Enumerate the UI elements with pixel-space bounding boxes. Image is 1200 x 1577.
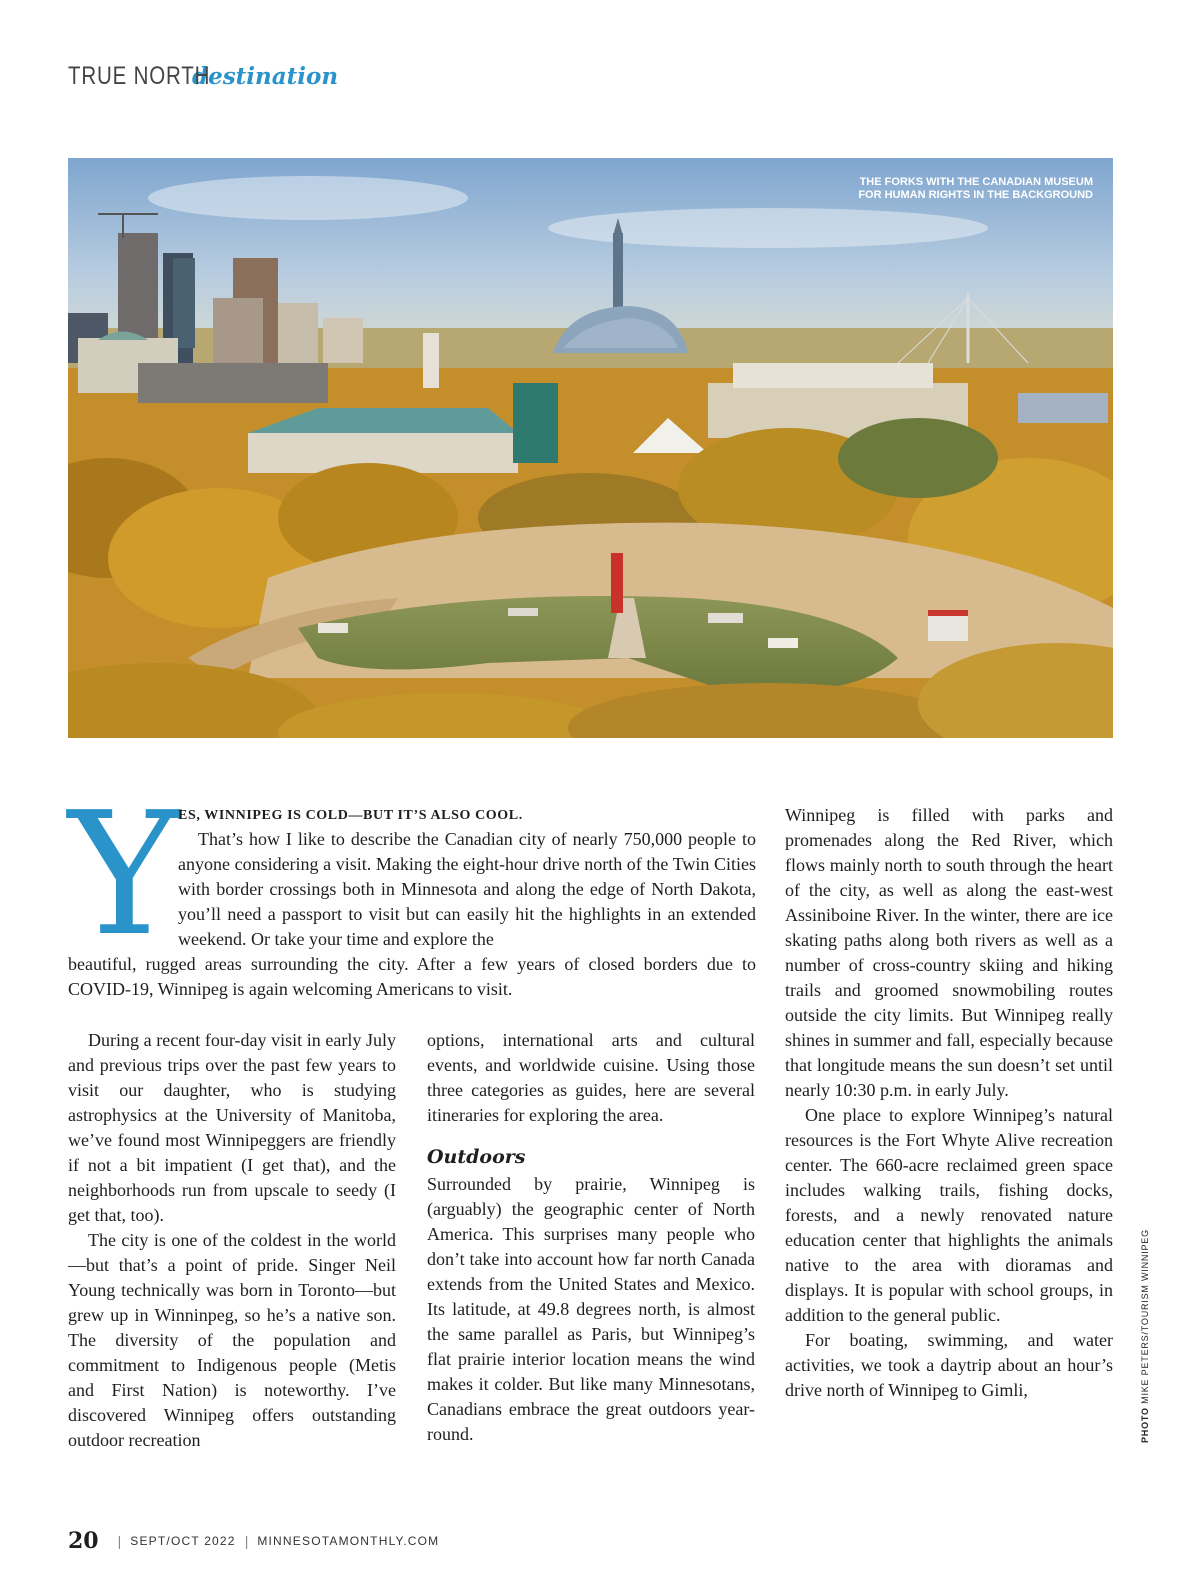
- col3-paragraph-1: Winnipeg is filled with parks and promenades along the Red River, which flows mainly north to south through the heart of the city, as well as along the east-west Assiniboine River. In the winter, there are ice skating paths along both rivers as well as a number of cross-country skiing and hiking trails and groomed snowmobiling routes outside the city limits. But Winnipeg really shines in summer and fall, especially because that longitude means the sun doesn’t set until nearly 10:30 p.m. in early July.: [785, 805, 1113, 1100]
- hero-photo: [68, 158, 1113, 738]
- footer-divider: |: [117, 1533, 122, 1549]
- intro-text-bottom: beautiful, rugged areas surrounding the city. After a few years of closed borders due to COVID-19, Winnipeg is again welcoming Americans to visit.: [68, 954, 756, 999]
- page-footer: [68, 1528, 439, 1554]
- page-number: 20: [68, 1528, 99, 1554]
- col2-paragraph-1: options, international arts and cultural events, and worldwide cuisine. Using those three categories as guides, here are several itineraries for exploring the area.: [427, 1030, 755, 1125]
- intro-paragraph-top: [178, 827, 756, 952]
- photo-credit: [1140, 1229, 1150, 1443]
- site-url: MINNESOTAMONTHLY.COM: [257, 1534, 440, 1548]
- subhead-outdoors: Outdoors: [427, 1146, 526, 1168]
- footer-divider: |: [244, 1533, 249, 1549]
- intro-text-top: That’s how I like to describe the Canadian city of nearly 750,000 people to anyone considering a visit. Making the eight-hour drive north of the Twin Cities with border crossings both in Minnesota and along the edge of North Dakota, you’ll need a passport to visit but can easily hit the highlights in an extended weekend. Or take your time and explore the: [178, 829, 756, 949]
- column-3: [785, 803, 1113, 1403]
- col3-paragraph-3: For boating, swimming, and water activities, we took a daytrip about an hour’s drive north of Winnipeg to Gimli,: [785, 1330, 1113, 1400]
- column-2: [427, 1028, 755, 1447]
- photo-credit-label: PHOTO: [1140, 1407, 1150, 1443]
- lead-in: ES, WINNIPEG IS COLD—BUT IT’S ALSO COOL.: [178, 808, 523, 823]
- section-header: [68, 62, 338, 98]
- drop-cap: Y: [68, 776, 181, 974]
- col2-paragraph-2: Surrounded by prairie, Winnipeg is (arguably) the geographic center of North America. This surprises many people who don’t take into account how far north Canada extends from the United States and Mexico. Its latitude, at 49.8 degrees north, is almost the same parallel as Paris, but Winnipeg’s flat prairie interior location means the wind makes it colder. But like many Minnesotans, Canadians embrace the great outdoors year-round.: [427, 1174, 755, 1444]
- col3-paragraph-2: One place to explore Winnipeg’s natural resources is the Fort Whyte Alive recreation center. The 660-acre reclaimed green space includes walking trails, fishing docks, forests, and a newly renovated nature education center that highlights the animals native to the area with dioramas and displays. It is popular with school groups, in addition to the general public.: [785, 1105, 1113, 1325]
- photo-caption: THE FORKS WITH THE CANADIAN MUSEUM FOR HUMAN RIGHTS IN THE BACKGROUND: [858, 176, 1093, 201]
- section-title: TRUE NORTH: [68, 62, 211, 90]
- photo-credit-text: MIKE PETERS/TOURISM WINNIPEG: [1140, 1229, 1150, 1404]
- forks-landscape-illustration: [68, 158, 1113, 738]
- issue-date: SEPT/OCT 2022: [130, 1534, 236, 1548]
- col1-paragraph-2: The city is one of the coldest in the world—but that’s a point of pride. Singer Neil Young technically was born in Toronto—but grew up in Winninpeg, so he’s a native son. The diversity of the population and commitment to Indigenous people (Metis and First Nation) is noteworthy. I’ve discovered Winnipeg offers outstanding outdoor recreation: [68, 1230, 396, 1450]
- col1-paragraph-1: During a recent four-day visit in early July and previous trips over the past few years to visit our daughter, who is studying astrophysics at the University of Manitoba, we’ve found most Winnipeggers are friendly if not a bit impatient (I get that), and the neighborhoods run from upscale to seedy (I get that, too).: [68, 1030, 396, 1225]
- section-subtitle: destination: [192, 63, 339, 90]
- intro-paragraph-bottom: [68, 952, 756, 1002]
- column-1: [68, 1028, 396, 1453]
